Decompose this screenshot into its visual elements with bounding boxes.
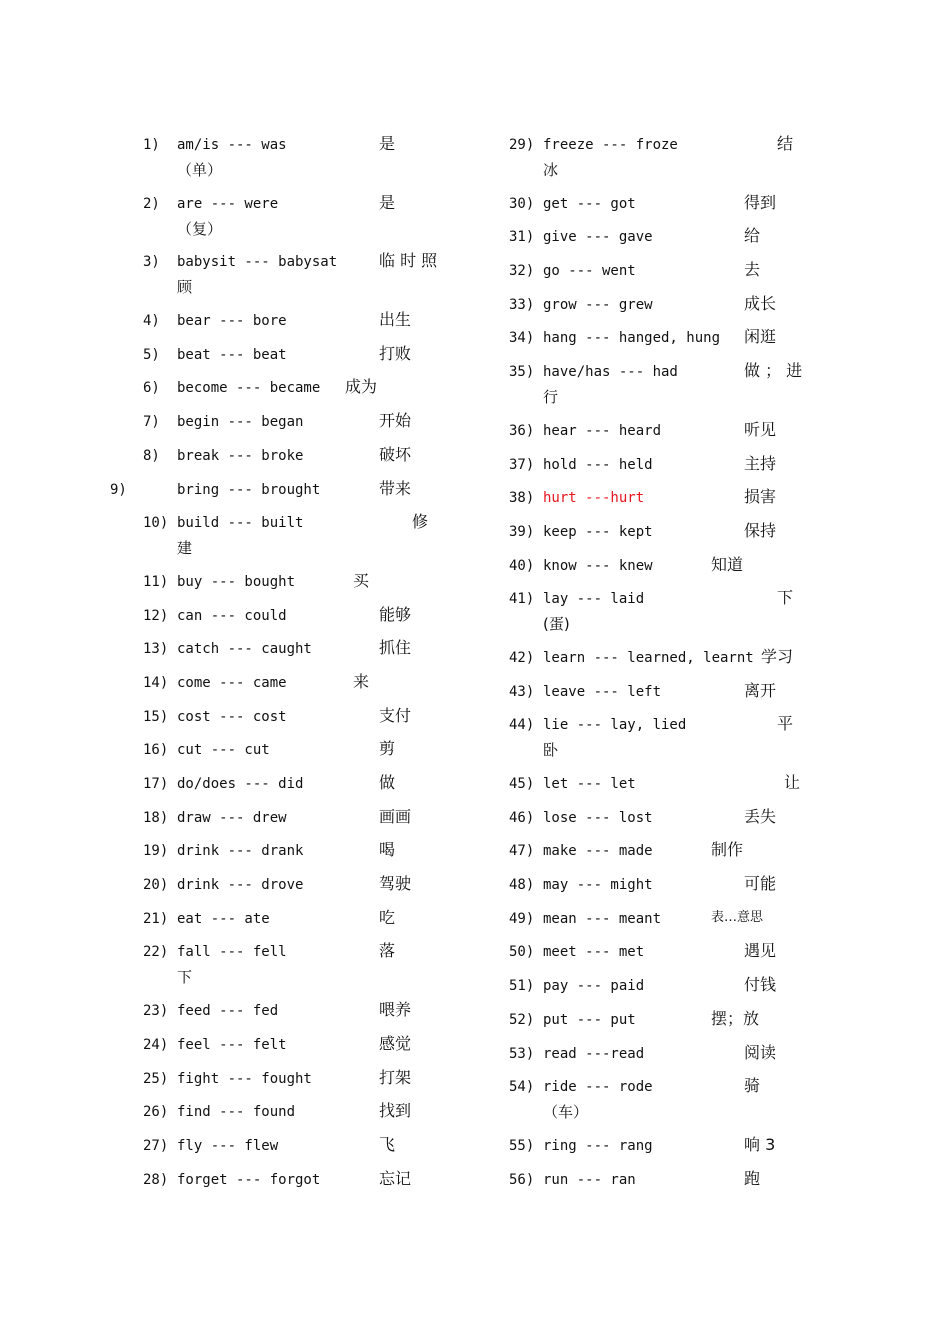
- left-entry: [110, 671, 460, 705]
- verb-forms: do/does --- did: [177, 776, 304, 792]
- meaning-continuation: 下: [177, 968, 193, 987]
- verb-forms: put --- put: [543, 1011, 636, 1028]
- entry-number: 56): [509, 1171, 535, 1188]
- verb-forms: ride --- rode: [543, 1079, 653, 1096]
- entry-number: 48): [509, 877, 535, 894]
- chinese-meaning: 带来: [379, 478, 412, 498]
- chinese-meaning: 保持: [744, 520, 777, 540]
- left-entry: [110, 873, 460, 907]
- verb-forms: beat --- beat: [177, 346, 287, 363]
- chinese-meaning: 可能: [744, 874, 777, 894]
- entry-number: 9): [110, 481, 127, 498]
- verb-forms: grow --- grew: [543, 296, 653, 313]
- chinese-meaning: 下: [777, 588, 794, 608]
- verb-forms: am/is --- was: [177, 137, 287, 153]
- left-entry: [110, 309, 460, 343]
- right-entry: [507, 192, 827, 226]
- left-entry: [110, 1168, 460, 1202]
- entry-number: 33): [509, 296, 535, 313]
- entry-number: 5): [143, 346, 160, 363]
- entry-number: 25): [143, 1070, 169, 1087]
- left-entry: [110, 806, 460, 840]
- entry-number: 37): [509, 456, 535, 473]
- chinese-meaning: 主持: [744, 453, 777, 473]
- chinese-meaning: 得到: [744, 192, 777, 212]
- chinese-meaning: 吃: [379, 907, 396, 927]
- entry-number: 50): [509, 944, 535, 961]
- verb-forms: drink --- drove: [177, 877, 304, 894]
- verb-forms: give --- gave: [543, 229, 653, 246]
- entry-number: 18): [143, 809, 169, 826]
- entry-number: 47): [509, 843, 535, 860]
- verb-forms: hurt ---hurt: [543, 490, 645, 507]
- chinese-meaning: 是: [379, 134, 396, 153]
- right-entry: [507, 680, 827, 714]
- entry-number: 30): [509, 195, 535, 212]
- chinese-meaning: 落: [379, 941, 396, 961]
- verb-forms: bring --- brought: [177, 481, 321, 498]
- verb-forms: keep --- kept: [543, 523, 653, 540]
- chinese-meaning: 忘记: [379, 1168, 412, 1188]
- verb-forms: ring --- rang: [543, 1137, 653, 1154]
- entry-number: 13): [143, 641, 169, 658]
- left-column: [110, 133, 460, 1201]
- entry-number: 53): [509, 1045, 535, 1062]
- entry-number: 26): [143, 1104, 169, 1121]
- verb-forms: bear --- bore: [177, 313, 287, 330]
- right-column: [507, 133, 827, 1201]
- entry-number: 31): [509, 229, 535, 246]
- entry-number: 45): [509, 776, 535, 792]
- left-entry: [110, 376, 460, 410]
- verb-forms: forget --- forgot: [177, 1171, 321, 1188]
- verb-forms: lose --- lost: [543, 809, 653, 826]
- entry-number: 7): [143, 414, 160, 431]
- right-entry: [507, 1042, 827, 1076]
- verb-forms: leave --- left: [543, 683, 662, 700]
- right-entry: [507, 646, 827, 680]
- entry-number: 28): [143, 1171, 169, 1188]
- verb-forms: learn --- learned, learnt: [543, 649, 754, 666]
- verb-forms: fight --- fought: [177, 1070, 312, 1087]
- meaning-continuation: (蛋): [543, 615, 570, 634]
- left-entry: [110, 192, 460, 251]
- entry-number: 38): [509, 490, 535, 507]
- left-entry: [110, 1033, 460, 1067]
- entry-number: 10): [143, 515, 169, 532]
- verb-forms: pay --- paid: [543, 978, 645, 995]
- verb-forms: are --- were: [177, 195, 279, 212]
- chinese-meaning: 来: [353, 671, 370, 691]
- right-entry: [507, 806, 827, 840]
- verb-forms: catch --- caught: [177, 641, 312, 658]
- meaning-continuation: （车）: [543, 1103, 589, 1122]
- chinese-meaning: 知道: [711, 554, 744, 574]
- verb-forms: have/has --- had: [543, 364, 678, 381]
- chinese-meaning: 成长: [744, 293, 777, 313]
- left-entry: [110, 940, 460, 999]
- left-entry: [110, 907, 460, 941]
- entry-number: 51): [509, 978, 535, 995]
- left-entry: [110, 410, 460, 444]
- chinese-meaning: 学习: [761, 646, 794, 666]
- right-entry: [507, 1168, 827, 1202]
- entry-number: 22): [143, 944, 169, 961]
- left-entry: [110, 738, 460, 772]
- chinese-meaning: 画画: [379, 806, 412, 826]
- right-entry: [507, 486, 827, 520]
- chinese-meaning: 出生: [379, 310, 412, 330]
- chinese-meaning: 结: [777, 134, 794, 153]
- chinese-meaning: 让: [784, 773, 801, 792]
- verb-forms: let --- let: [543, 776, 636, 792]
- entry-number: 12): [143, 607, 169, 624]
- entry-number: 1): [143, 137, 160, 153]
- verb-forms: mean --- meant: [543, 910, 662, 927]
- chinese-meaning: 能够: [379, 604, 412, 624]
- verb-forms: make --- made: [543, 843, 653, 860]
- right-entry: [507, 1134, 827, 1168]
- entry-number: 21): [143, 910, 169, 927]
- right-entry: [507, 940, 827, 974]
- chinese-meaning: 喝: [379, 840, 396, 860]
- verb-forms: get --- got: [543, 195, 636, 212]
- verb-forms: hear --- heard: [543, 422, 662, 439]
- entry-number: 43): [509, 683, 535, 700]
- entry-number: 52): [509, 1011, 535, 1028]
- left-entry: [110, 637, 460, 671]
- right-entry: [507, 1075, 827, 1134]
- chinese-meaning: 剪: [379, 739, 396, 759]
- right-entry: [507, 419, 827, 453]
- chinese-meaning: 喂养: [379, 1000, 412, 1020]
- entry-number: 2): [143, 195, 160, 212]
- chinese-meaning: 做 ； 进: [744, 361, 803, 381]
- left-entry: [110, 444, 460, 478]
- verb-forms: become --- became: [177, 380, 321, 397]
- meaning-continuation: 冰: [543, 161, 559, 179]
- entry-number: 41): [509, 591, 535, 608]
- right-entry: [507, 225, 827, 259]
- verb-forms: lay --- laid: [543, 591, 645, 608]
- chinese-meaning: 骑: [744, 1076, 761, 1096]
- verb-forms: go --- went: [543, 263, 636, 280]
- verb-forms: know --- knew: [543, 557, 653, 574]
- verb-forms: cut --- cut: [177, 742, 270, 759]
- entry-number: 36): [509, 422, 535, 439]
- chinese-meaning: 给: [744, 226, 761, 246]
- entry-number: 14): [143, 674, 169, 691]
- chinese-meaning: 遇见: [744, 941, 777, 961]
- entry-number: 39): [509, 523, 535, 540]
- chinese-meaning: 平: [777, 714, 794, 734]
- verb-forms: begin --- began: [177, 414, 304, 431]
- verb-forms: can --- could: [177, 607, 287, 624]
- verb-forms: babysit --- babysat: [177, 254, 338, 271]
- meaning-continuation: 顾: [177, 278, 193, 297]
- entry-number: 27): [143, 1137, 169, 1154]
- meaning-continuation: 建: [177, 539, 193, 558]
- right-entry: [507, 259, 827, 293]
- entry-number: 16): [143, 742, 169, 759]
- left-entry: [110, 1134, 460, 1168]
- verb-forms: break --- broke: [177, 447, 304, 464]
- entry-number: 20): [143, 877, 169, 894]
- right-entry: [507, 587, 827, 646]
- chinese-meaning: 打架: [379, 1067, 412, 1087]
- entry-number: 11): [143, 573, 169, 590]
- verb-forms: hang --- hanged, hung: [543, 330, 721, 347]
- entry-number: 24): [143, 1036, 169, 1053]
- chinese-meaning: 是: [379, 192, 396, 212]
- entry-number: 55): [509, 1137, 535, 1154]
- chinese-meaning: 丢失: [744, 806, 777, 826]
- left-entry: [110, 1100, 460, 1134]
- left-entry: [110, 604, 460, 638]
- entry-number: 32): [509, 263, 535, 280]
- verb-forms: find --- found: [177, 1104, 296, 1121]
- left-entry: [110, 772, 460, 806]
- chinese-meaning: 修: [412, 512, 429, 532]
- left-entry: [110, 511, 460, 570]
- chinese-meaning: 表…意思: [711, 909, 764, 925]
- chinese-meaning: 离开: [744, 680, 777, 700]
- verb-forms: cost --- cost: [177, 708, 287, 725]
- verb-forms: buy --- bought: [177, 573, 296, 590]
- verb-forms: come --- came: [177, 674, 287, 691]
- verb-forms: run --- ran: [543, 1171, 636, 1188]
- chinese-meaning: 损害: [744, 487, 777, 507]
- entry-number: 29): [509, 137, 535, 153]
- right-entry: [507, 326, 827, 360]
- entry-number: 15): [143, 708, 169, 725]
- chinese-meaning: 做: [379, 773, 396, 792]
- entry-number: 46): [509, 809, 535, 826]
- verb-forms: feed --- fed: [177, 1003, 279, 1020]
- entry-number: 19): [143, 843, 169, 860]
- left-entry: [110, 478, 460, 512]
- left-entry: [110, 839, 460, 873]
- entry-number: 4): [143, 313, 160, 330]
- entry-number: 8): [143, 447, 160, 464]
- chinese-meaning: 响 3: [744, 1134, 776, 1154]
- chinese-meaning: 支付: [379, 705, 412, 725]
- right-entry: [507, 772, 827, 806]
- left-entry: [110, 1067, 460, 1101]
- verb-forms: hold --- held: [543, 456, 653, 473]
- right-entry: [507, 293, 827, 327]
- verb-forms: lie --- lay, lied: [543, 717, 687, 734]
- verb-forms: may --- might: [543, 877, 653, 894]
- meaning-continuation: （复）: [177, 219, 223, 238]
- right-entry: [507, 554, 827, 588]
- entry-number: 17): [143, 776, 169, 792]
- chinese-meaning: 听见: [744, 419, 777, 439]
- right-entry: [507, 453, 827, 487]
- chinese-meaning: 找到: [379, 1101, 412, 1121]
- chinese-meaning: 打败: [379, 343, 412, 363]
- entry-number: 42): [509, 649, 535, 666]
- entry-number: 3): [143, 254, 160, 271]
- entry-number: 23): [143, 1003, 169, 1020]
- meaning-continuation: 卧: [543, 741, 559, 760]
- left-entry: [110, 250, 460, 309]
- verb-forms: feel --- felt: [177, 1036, 287, 1053]
- left-entry: [110, 133, 460, 192]
- right-entry: [507, 974, 827, 1008]
- chinese-meaning: 去: [744, 260, 761, 280]
- chinese-meaning: 买: [353, 570, 370, 590]
- right-entry: [507, 360, 827, 419]
- chinese-meaning: 付钱: [744, 975, 777, 995]
- left-entry: [110, 999, 460, 1033]
- entry-number: 40): [509, 557, 535, 574]
- chinese-meaning: 阅读: [744, 1042, 777, 1062]
- verb-forms: fly --- flew: [177, 1137, 279, 1154]
- verb-forms: drink --- drank: [177, 843, 304, 860]
- right-entry: [507, 873, 827, 907]
- left-entry: [110, 705, 460, 739]
- chinese-meaning: 摆；放: [711, 1008, 760, 1028]
- left-entry: [110, 343, 460, 377]
- chinese-meaning: 感觉: [379, 1033, 412, 1053]
- entry-number: 6): [143, 380, 160, 397]
- chinese-meaning: 飞: [379, 1134, 396, 1154]
- chinese-meaning: 驾驶: [379, 874, 412, 894]
- entry-number: 35): [509, 364, 535, 381]
- verb-forms: draw --- drew: [177, 809, 287, 826]
- left-entry: [110, 570, 460, 604]
- verb-forms: read ---read: [543, 1045, 645, 1062]
- entry-number: 54): [509, 1079, 535, 1096]
- entry-number: 44): [509, 717, 535, 734]
- chinese-meaning: 闲逛: [744, 327, 777, 347]
- entry-number: 34): [509, 330, 535, 347]
- chinese-meaning: 跑: [744, 1168, 761, 1188]
- entry-number: 49): [509, 910, 535, 927]
- right-entry: [507, 133, 827, 192]
- right-entry: [507, 1008, 827, 1042]
- right-entry: [507, 907, 827, 941]
- verb-forms: freeze --- froze: [543, 137, 678, 153]
- right-entry: [507, 520, 827, 554]
- verb-forms: eat --- ate: [177, 910, 270, 927]
- chinese-meaning: 抓住: [379, 638, 412, 658]
- chinese-meaning: 成为: [345, 377, 378, 397]
- right-entry: [507, 839, 827, 873]
- verb-forms: meet --- met: [543, 944, 645, 961]
- verb-forms: fall --- fell: [177, 944, 287, 961]
- verb-forms: build --- built: [177, 515, 304, 532]
- chinese-meaning: 开始: [379, 411, 412, 431]
- chinese-meaning: 临 时 照: [379, 251, 438, 271]
- meaning-continuation: （单）: [177, 161, 223, 179]
- right-entry: [507, 713, 827, 772]
- chinese-meaning: 破坏: [379, 444, 412, 464]
- meaning-continuation: 行: [543, 388, 559, 407]
- chinese-meaning: 制作: [711, 840, 744, 860]
